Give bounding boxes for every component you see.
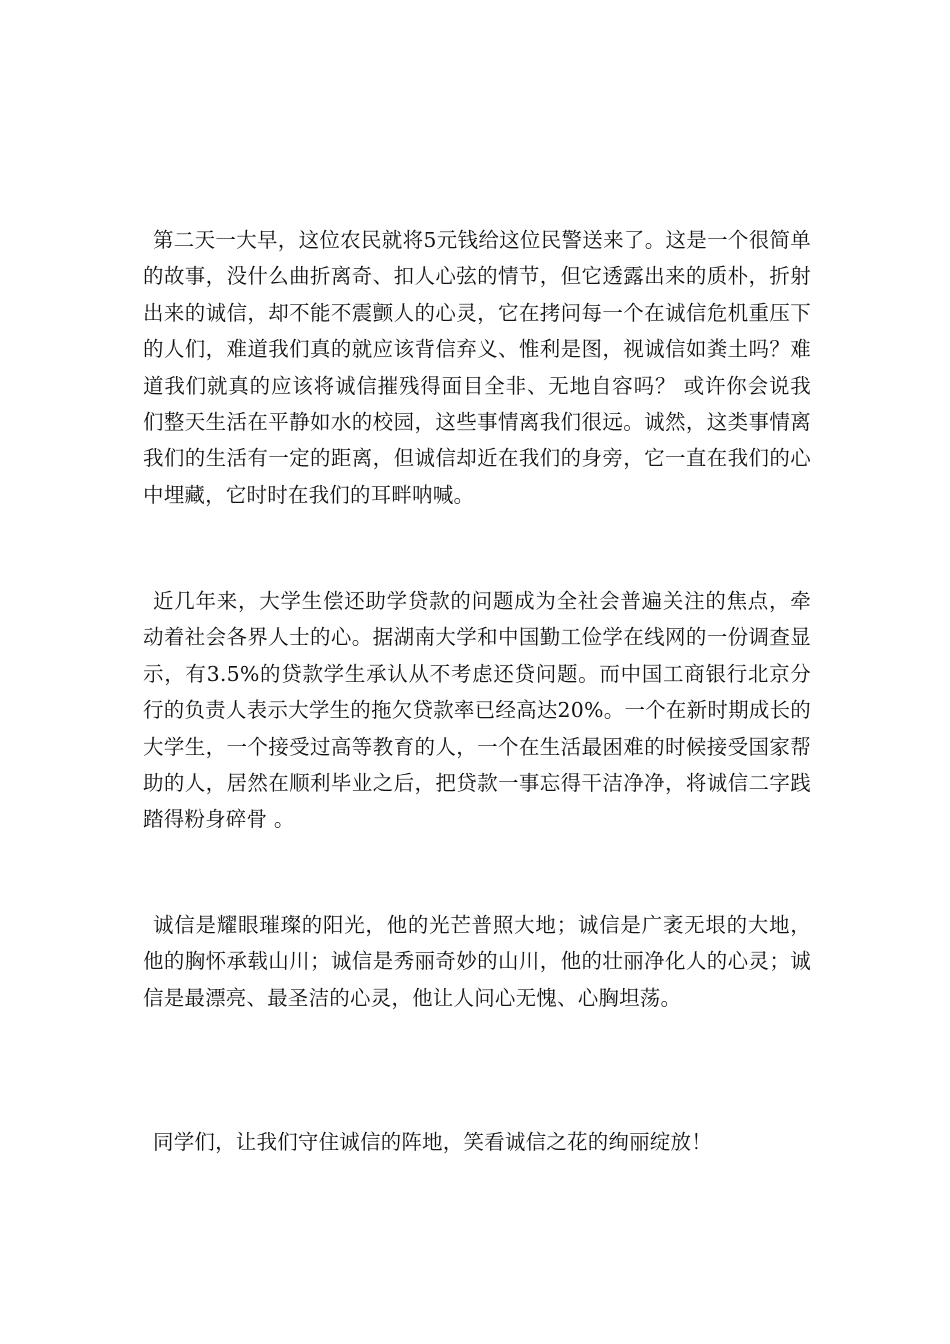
paragraph-4: 同学们，让我们守住诚信的阵地，笑看诚信之花的绚丽绽放！ [153,1130,712,1154]
paragraph-3: 诚信是耀眼璀璨的阳光，他的光芒普照大地；诚信是广袤无垠的大地，他的胸怀承载山川；诚信是秀丽奇妙的山川，他的壮丽净化人的心灵；诚信是最漂亮、最圣洁的心灵，他让人问心无愧、心胸坦荡。 [143,913,811,1010]
paragraph-1: 第二天一大早，这位农民就将5元钱给这位民警送来了。这是一个很简单的故事，没什么曲折离奇、扣人心弦的情节，但它透露出来的质朴，折射出来的诚信，却不能不震颤人的心灵，它在拷问每一个在诚信危机重压下的人们，难道我们真的就应该背信弃义、惟利是图，视诚信如粪土吗？难道我们就真的应该将诚信摧残得面目全非、无地自容吗？ 或许你会说我们整天生活在平静如水的校园，这些事情离我们很远。诚然，这类事情离我们的生活有一定的距离，但诚信却近在我们的身旁，它一直在我们的心中埋藏，它时时在我们的耳畔呐喊。 [143,228,811,507]
paragraph-2: 近几年来，大学生偿还助学贷款的问题成为全社会普遍关注的焦点，牵动着社会各界人士的心。据湖南大学和中国勤工俭学在线网的一份调查显示，有3.5%的贷款学生承认从不考虑还贷问题。而中国工商银行北京分行的负责人表示大学生的拖欠贷款率已经高达20%。一个在新时期成长的大学生，一个接受过高等教育的人，一个在生活最困难的时候接受国家帮助的人，居然在顺利毕业之后，把贷款一事忘得干洁净净，将诚信二字践踏得粉身碎骨 。 [143,589,811,832]
